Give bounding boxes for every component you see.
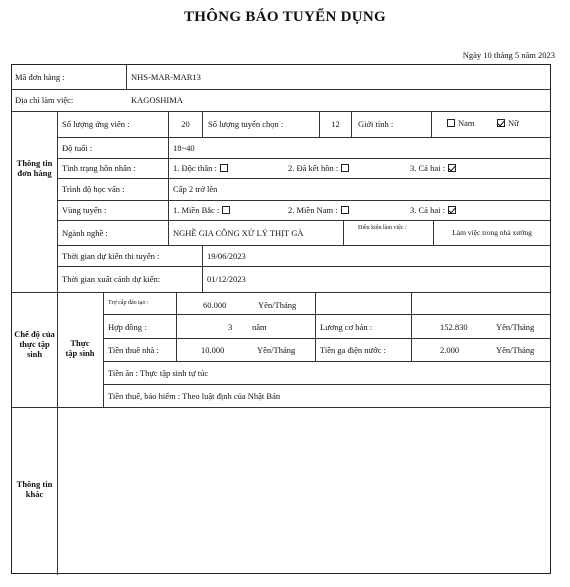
work-condition-label: Điều kiện làm việc : [358, 225, 407, 231]
region-option-south[interactable] [288, 206, 352, 215]
selected-label: Số lượng tuyển chọn : [208, 119, 284, 129]
region-option-both[interactable] [410, 206, 459, 215]
checkbox-checked-icon[interactable] [448, 164, 456, 172]
age-label: Độ tuổi : [62, 143, 93, 153]
salary-label: Lương cơ bản : [320, 322, 373, 332]
marital-option-married[interactable] [288, 164, 352, 173]
marital-single-text: 1. Độc thân : [173, 163, 217, 173]
age-value: 18~40 [173, 143, 195, 153]
other-info-content-area [58, 408, 550, 574]
checkbox-checked-icon[interactable] [448, 206, 456, 214]
job-value: NGHỀ GIA CÔNG XỬ LÝ THỊT GÀ [173, 228, 304, 238]
region-option-north[interactable] [173, 206, 233, 215]
gender-female-option[interactable] [494, 119, 519, 128]
checkbox-checked-icon[interactable] [497, 119, 505, 127]
marital-option-single[interactable] [173, 164, 231, 173]
rent-label: Tiền thuê nhà : [108, 345, 159, 355]
recruitment-form [11, 64, 551, 574]
checkbox-unchecked-icon[interactable] [341, 206, 349, 214]
contract-years: 3 [228, 322, 233, 332]
exam-date-value: 19/06/2023 [207, 251, 246, 261]
order-code-label: Mã đơn hàng : [15, 72, 65, 82]
notice-date: Ngày 10 tháng 5 năm 2023 [462, 50, 555, 60]
benefits-section-label: Chế độ của thực tập sinh [14, 329, 55, 360]
selected-value: 12 [331, 119, 340, 129]
region-north-text: 1. Miền Bắc : [173, 205, 220, 215]
marital-both-text: 3. Cả hai : [410, 163, 445, 173]
applicants-value: 20 [181, 119, 190, 129]
trainee-sub-label: Thực tập sinh [65, 338, 95, 359]
order-code-value: NHS-MAR-MAR13 [131, 72, 201, 82]
salary-unit: Yên/Tháng [496, 322, 535, 332]
departure-date-label: Thời gian xuất cảnh dự kiến: [62, 274, 161, 284]
training-allowance-unit: Yên/Tháng [258, 300, 297, 310]
exam-date-label: Thời gian dự kiến thi tuyển : [62, 251, 160, 261]
workplace-label: Địa chỉ làm việc: [15, 95, 74, 105]
checkbox-unchecked-icon[interactable] [222, 206, 230, 214]
education-value: Cấp 2 trở lên [173, 184, 218, 194]
work-condition-value: Làm việc trong nhà xưởng [452, 228, 532, 237]
checkbox-unchecked-icon[interactable] [447, 119, 455, 127]
region-label: Vùng tuyển : [62, 205, 107, 215]
utilities-unit: Yên/Tháng [496, 345, 535, 355]
utilities-value: 2.000 [440, 345, 460, 355]
marital-label: Tình trạng hôn nhân : [62, 163, 136, 173]
marital-married-text: 2. Đã kết hôn : [288, 163, 339, 173]
applicants-label: Số lượng ứng viên : [62, 119, 130, 129]
order-info-section-label: Thông tin đơn hàng [16, 158, 53, 179]
checkbox-unchecked-icon[interactable] [220, 164, 228, 172]
job-label: Ngành nghề : [62, 228, 108, 238]
rent-value: 10.000 [201, 345, 225, 355]
utilities-label: Tiền ga điện nước : [320, 345, 386, 355]
rent-unit: Yên/Tháng [257, 345, 296, 355]
tax-insurance-text: Tiền thuế, bảo hiểm : Theo luật định của Nhật Bản [108, 391, 281, 401]
meals-text: Tiền ăn : Thực tập sinh tự túc [108, 368, 209, 378]
contract-label: Hợp đồng : [108, 322, 147, 332]
page-title: THÔNG BÁO TUYỂN DỤNG [184, 9, 386, 25]
departure-date-value: 01/12/2023 [207, 274, 246, 284]
contract-unit: năm [252, 322, 267, 332]
checkbox-unchecked-icon[interactable] [341, 164, 349, 172]
training-allowance-value: 60.000 [203, 300, 227, 310]
gender-male-option[interactable] [444, 119, 475, 128]
training-allowance-label: Trợ cấp đào tạo : [108, 300, 149, 306]
gender-female-text: Nữ [508, 118, 519, 128]
region-both-text: 3. Cả hai : [410, 205, 445, 215]
marital-option-both[interactable] [410, 164, 459, 173]
workplace-value: KAGOSHIMA [131, 95, 183, 105]
other-info-section-label: Thông tin khác [16, 479, 53, 500]
salary-value: 152.830 [440, 322, 468, 332]
gender-label: Giới tính : [358, 119, 394, 129]
education-label: Trình độ học vấn : [62, 184, 125, 194]
region-south-text: 2. Miền Nam : [288, 205, 338, 215]
gender-male-text: Nam [458, 118, 475, 128]
